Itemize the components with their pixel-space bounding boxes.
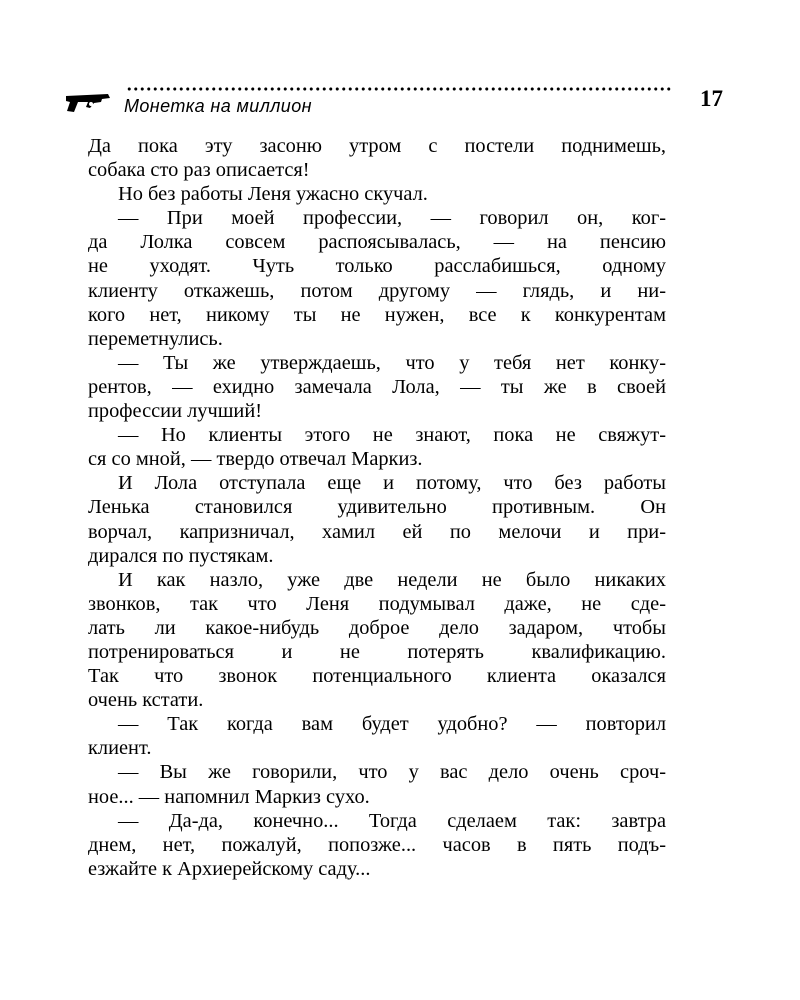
text-line: Ленька становился удивительно противным. Он	[88, 496, 666, 519]
dotted-rule	[126, 86, 672, 92]
text-line: — Вы же говорили, что у вас дело очень сроч-	[118, 761, 666, 784]
text-line: собака сто раз описается!	[88, 159, 310, 182]
text-line: И как назло, уже две недели не было никаких	[118, 568, 666, 591]
text-line: дирался по пустякам.	[88, 544, 274, 567]
text-line: — Да-да, конечно... Тогда сделаем так: завтра	[118, 809, 666, 832]
text-line: Так что звонок потенциального клиента оказался	[88, 665, 666, 688]
text-line: ся со мной, — твердо отвечал Маркиз.	[88, 448, 423, 471]
text-line: не уходят. Чуть только расслабишься, одному	[88, 255, 666, 278]
revolver-icon	[64, 90, 114, 116]
text-line: ное... — напомнил Маркиз сухо.	[88, 785, 370, 808]
text-line: кого нет, никому ты не нужен, все к конкурентам	[88, 303, 666, 326]
page-number: 17	[700, 86, 723, 111]
text-line: переметнулись.	[88, 327, 223, 350]
text-line: ворчал, капризничал, хамил ей по мелочи и при-	[88, 520, 666, 543]
body-text	[88, 134, 666, 881]
text-line: профессии лучший!	[88, 400, 263, 423]
text-line: — Так когда вам будет удобно? — повторил	[118, 713, 666, 736]
book-title: Монетка на миллион	[124, 96, 312, 116]
text-line: очень кстати.	[88, 689, 204, 712]
text-line: клиент.	[88, 737, 152, 760]
text-line: рентов, — ехидно замечала Лола, — ты же в своей	[88, 375, 666, 398]
text-line: езжайте к Архиерейскому саду...	[88, 857, 371, 880]
text-line: клиенту откажешь, потом другому — глядь, и ни-	[88, 279, 666, 302]
text-line: — Но клиенты этого не знают, пока не свяжут-	[118, 424, 666, 447]
running-header	[64, 82, 723, 122]
text-line: — При моей профессии, — говорил он, ког-	[118, 207, 666, 230]
text-line: потренироваться и не потерять квалификацию.	[88, 640, 666, 663]
text-line: да Лолка совсем распоясывалась, — на пенсию	[88, 231, 666, 254]
text-line: лать ли какое-нибудь доброе дело задаром, чтобы	[88, 616, 666, 639]
text-line: звонков, так что Леня подумывал даже, не сде-	[88, 592, 666, 615]
text-line: — Ты же утверждаешь, что у тебя нет конку-	[118, 351, 666, 374]
text-line: Но без работы Леня ужасно скучал.	[118, 183, 428, 206]
text-line: И Лола отступала еще и потому, что без работы	[118, 472, 666, 495]
text-line: Да пока эту засоню утром с постели поднимешь,	[88, 135, 666, 157]
text-line: днем, нет, пожалуй, попозже... часов в пять подъ-	[88, 833, 666, 856]
